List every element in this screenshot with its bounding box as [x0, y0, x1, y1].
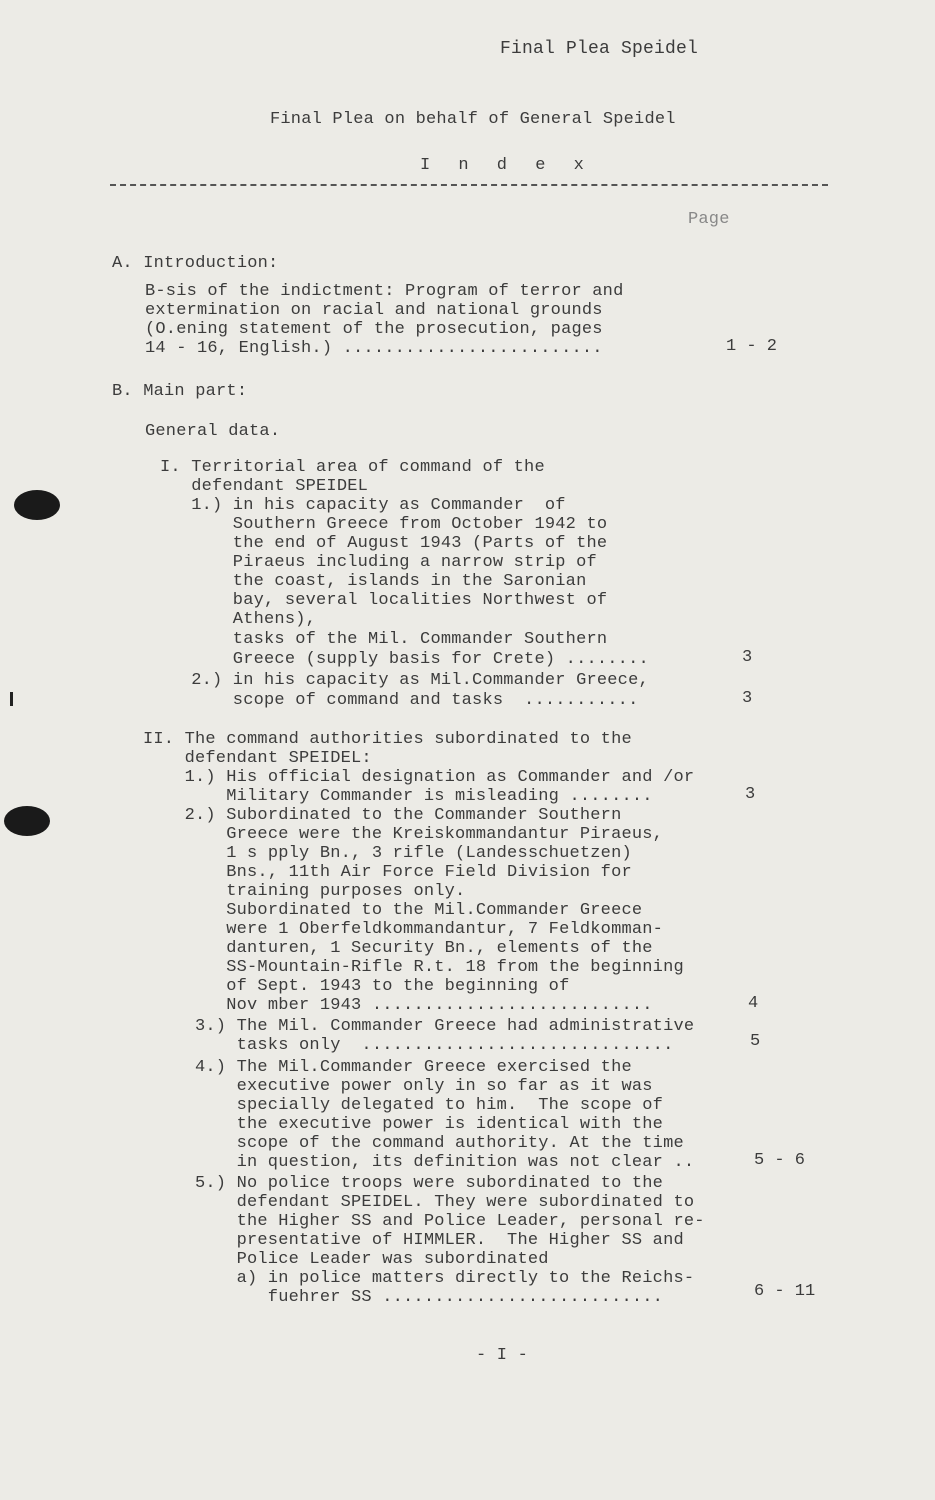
page-column-label: Page: [688, 210, 730, 229]
section-ii-line-10: Subordinated to the Mil.Commander Greece: [143, 901, 643, 920]
section-i-line-11: Greece (supply basis for Crete) ........: [160, 650, 649, 669]
item-5-line-5: Police Leader was subordinated: [195, 1250, 549, 1269]
section-ii-line-15: Nov mber 1943 ...........................: [143, 996, 653, 1015]
section-i-line-6: Piraeus including a narrow strip of: [160, 553, 597, 572]
item-3-line-2: tasks only ..............................: [195, 1036, 674, 1055]
section-ii-line-12: danturen, 1 Security Bn., elements of the: [143, 939, 653, 958]
item-4-line-3-text: specially delegated to him. The scope of: [195, 1096, 664, 1115]
item-3-line-1: 3.) The Mil. Commander Greece had administrative: [195, 1017, 695, 1036]
item-5-line-6: a) in police matters directly to the Reichs-: [195, 1269, 695, 1288]
item-4-emphasis-underline: [243, 1096, 441, 1115]
dashed-divider: [110, 184, 828, 186]
section-i-line-7: the coast, islands in the Saronian: [160, 572, 587, 591]
punch-hole-bottom: [4, 806, 50, 836]
section-ii-line-6: Greece were the Kreiskommandantur Piraeus,: [143, 825, 664, 844]
page-footer: - I -: [476, 1346, 529, 1365]
section-i-line-10: tasks of the Mil. Commander Southern: [160, 630, 608, 649]
section-i-line-9: Athens),: [160, 610, 317, 629]
document-title: Final Plea on behalf of General Speidel: [270, 110, 676, 129]
item-5-line-1: 5.) No police troops were subordinated to the: [195, 1174, 664, 1193]
item-4-page: 5 - 6: [754, 1151, 806, 1170]
item-5-line-2: defendant SPEIDEL. They were subordinated to: [195, 1193, 695, 1212]
section-ii-line-11: were 1 Oberfeldkommandantur, 7 Feldkomman-: [143, 920, 664, 939]
index-heading: I n d e x: [420, 156, 593, 175]
section-ii-line-13: SS-Mountain-Rifle R.t. 18 from the beginning: [143, 958, 684, 977]
section-ii-page-2: 4: [748, 994, 759, 1013]
item-5-line-4: presentative of HIMMLER. The Higher SS and: [195, 1231, 684, 1250]
section-ii-line-9: training purposes only.: [143, 882, 466, 901]
section-a-line-2: extermination on racial and national grounds: [145, 301, 603, 320]
item-5-line-7: fuehrer SS ...........................: [195, 1288, 664, 1307]
section-ii-line-8: Bns., 11th Air Force Field Division for: [143, 863, 632, 882]
section-i-line-4: Southern Greece from October 1942 to: [160, 515, 608, 534]
item-4-line-2: executive power only in so far as it was: [195, 1077, 653, 1096]
section-a-line-4: 14 - 16, English.) .........................: [145, 339, 603, 358]
item-5-line-3: the Higher SS and Police Leader, personal re-: [195, 1212, 705, 1231]
margin-mark: [10, 692, 13, 706]
document-header: Final Plea Speidel: [500, 39, 699, 59]
item-4-line-6: in question, its definition was not clear ..: [195, 1153, 695, 1172]
section-ii-line-3: 1.) His official designation as Commander and /or: [143, 768, 695, 787]
section-a-label: A. Introduction:: [112, 254, 279, 273]
section-ii-line-7: 1 s pply Bn., 3 rifle (Landesschuetzen): [143, 844, 632, 863]
section-b-general: General data.: [145, 422, 281, 441]
section-ii-page-1: 3: [745, 785, 756, 804]
section-i-page-1: 3: [742, 648, 753, 667]
section-a-page: 1 - 2: [726, 337, 778, 356]
item-3-page: 5: [750, 1032, 761, 1051]
section-i-line-5: the end of August 1943 (Parts of the: [160, 534, 608, 553]
section-ii-line-14: of Sept. 1943 to the beginning of: [143, 977, 570, 996]
section-ii-line-5: 2.) Subordinated to the Commander Southern: [143, 806, 622, 825]
section-ii-line-4: Military Commander is misleading ........: [143, 787, 653, 806]
section-a-line-3: (O.ening statement of the prosecution, pages: [145, 320, 603, 339]
section-i-line-8: bay, several localities Northwest of: [160, 591, 608, 610]
item-5-page: 6 - 11: [754, 1282, 816, 1301]
section-i-line-3: 1.) in his capacity as Commander of: [160, 496, 566, 515]
section-a-line-1: B-sis of the indictment: Program of terror and: [145, 282, 624, 301]
section-i-page-2: 3: [742, 689, 753, 708]
item-4-line-5: scope of the command authority. At the time: [195, 1134, 684, 1153]
section-b-label: B. Main part:: [112, 382, 248, 401]
section-i-line-12: 2.) in his capacity as Mil.Commander Greece,: [160, 671, 649, 690]
section-ii-line-1: II. The command authorities subordinated to the: [143, 730, 632, 749]
section-i-line-1: I. Territorial area of command of the: [160, 458, 545, 477]
section-i-line-2: defendant SPEIDEL: [160, 477, 369, 496]
item-4-line-1: 4.) The Mil.Commander Greece exercised the: [195, 1058, 632, 1077]
section-i-line-13: scope of command and tasks ...........: [160, 691, 639, 710]
item-4-line-4: the executive power is identical with the: [195, 1115, 664, 1134]
section-ii-line-2: defendant SPEIDEL:: [143, 749, 372, 768]
punch-hole-top: [14, 490, 60, 520]
